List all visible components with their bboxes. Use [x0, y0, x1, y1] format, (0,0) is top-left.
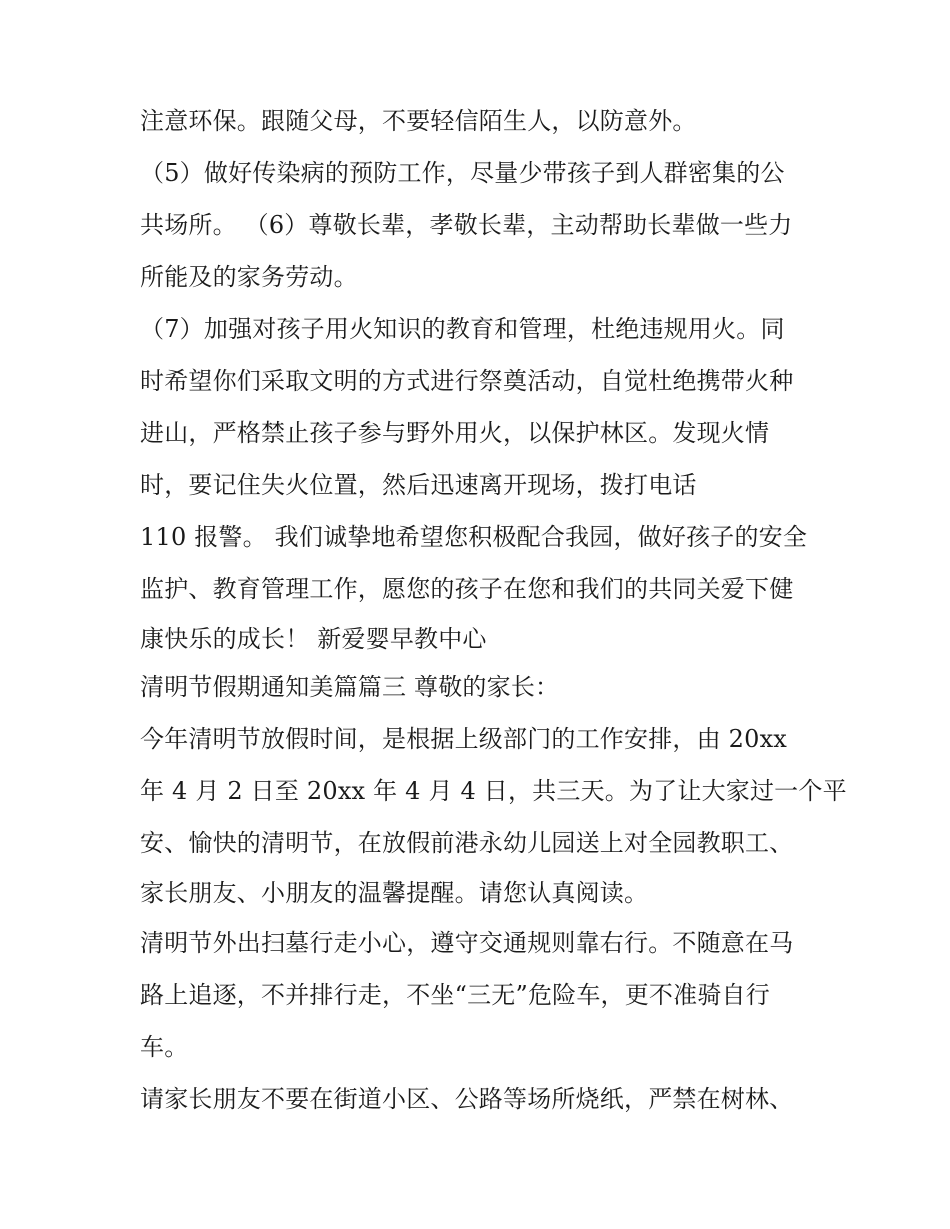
text-line-17: 清明节外出扫墓行走小心，遵守交通规则靠右行。不随意在马 [140, 929, 794, 957]
text-line-15: 安、愉快的清明节，在放假前港永幼儿园送上对全园教职工、 [140, 829, 794, 857]
text-line-4: 所能及的家务劳动。 [140, 263, 358, 291]
text-line-16: 家长朋友、小朋友的温馨提醒。请您认真阅读。 [140, 879, 649, 907]
text-line-13: 今年清明节放假时间，是根据上级部门的工作安排，由 20xx [140, 725, 788, 753]
text-line-5: （7）加强对孩子用火知识的教育和管理，杜绝违规用火。同 [140, 315, 785, 343]
text-line-10: 监护、教育管理工作，愿您的孩子在您和我们的共同关爱下健 [140, 575, 794, 603]
section-heading: 清明节假期通知美篇篇三 尊敬的家长： [140, 673, 560, 701]
text-line-11: 康快乐的成长！ 新爱婴早教中心 [140, 625, 487, 653]
text-line-8: 时，要记住失火位置，然后迅速离开现场，拨打电话 [140, 471, 697, 499]
text-line-1: 注意环保。跟随父母，不要轻信陌生人，以防意外。 [140, 107, 697, 135]
text-line-2: （5）做好传染病的预防工作，尽量少带孩子到人群密集的公 [140, 159, 785, 187]
text-line-9: 110 报警。 我们诚挚地希望您积极配合我园，做好孩子的安全 [140, 523, 808, 551]
text-line-19: 车。 [140, 1033, 189, 1061]
text-line-20: 请家长朋友不要在街道小区、公路等场所烧纸，严禁在树林、 [140, 1085, 794, 1113]
text-line-14: 年 4 月 2 日至 20xx 年 4 月 4 日，共三天。为了让大家过一个平 [140, 777, 847, 805]
text-line-6: 时希望你们采取文明的方式进行祭奠活动，自觉杜绝携带火种 [140, 367, 794, 395]
text-line-7: 进山，严格禁止孩子参与野外用火，以保护林区。发现火情 [140, 419, 770, 447]
text-line-3: 共场所。 （6）尊敬长辈，孝敬长辈，主动帮助长辈做一些力 [140, 211, 793, 239]
text-line-18: 路上追逐，不并排行走，不坐“三无”危险车，更不准骑自行 [140, 981, 770, 1009]
